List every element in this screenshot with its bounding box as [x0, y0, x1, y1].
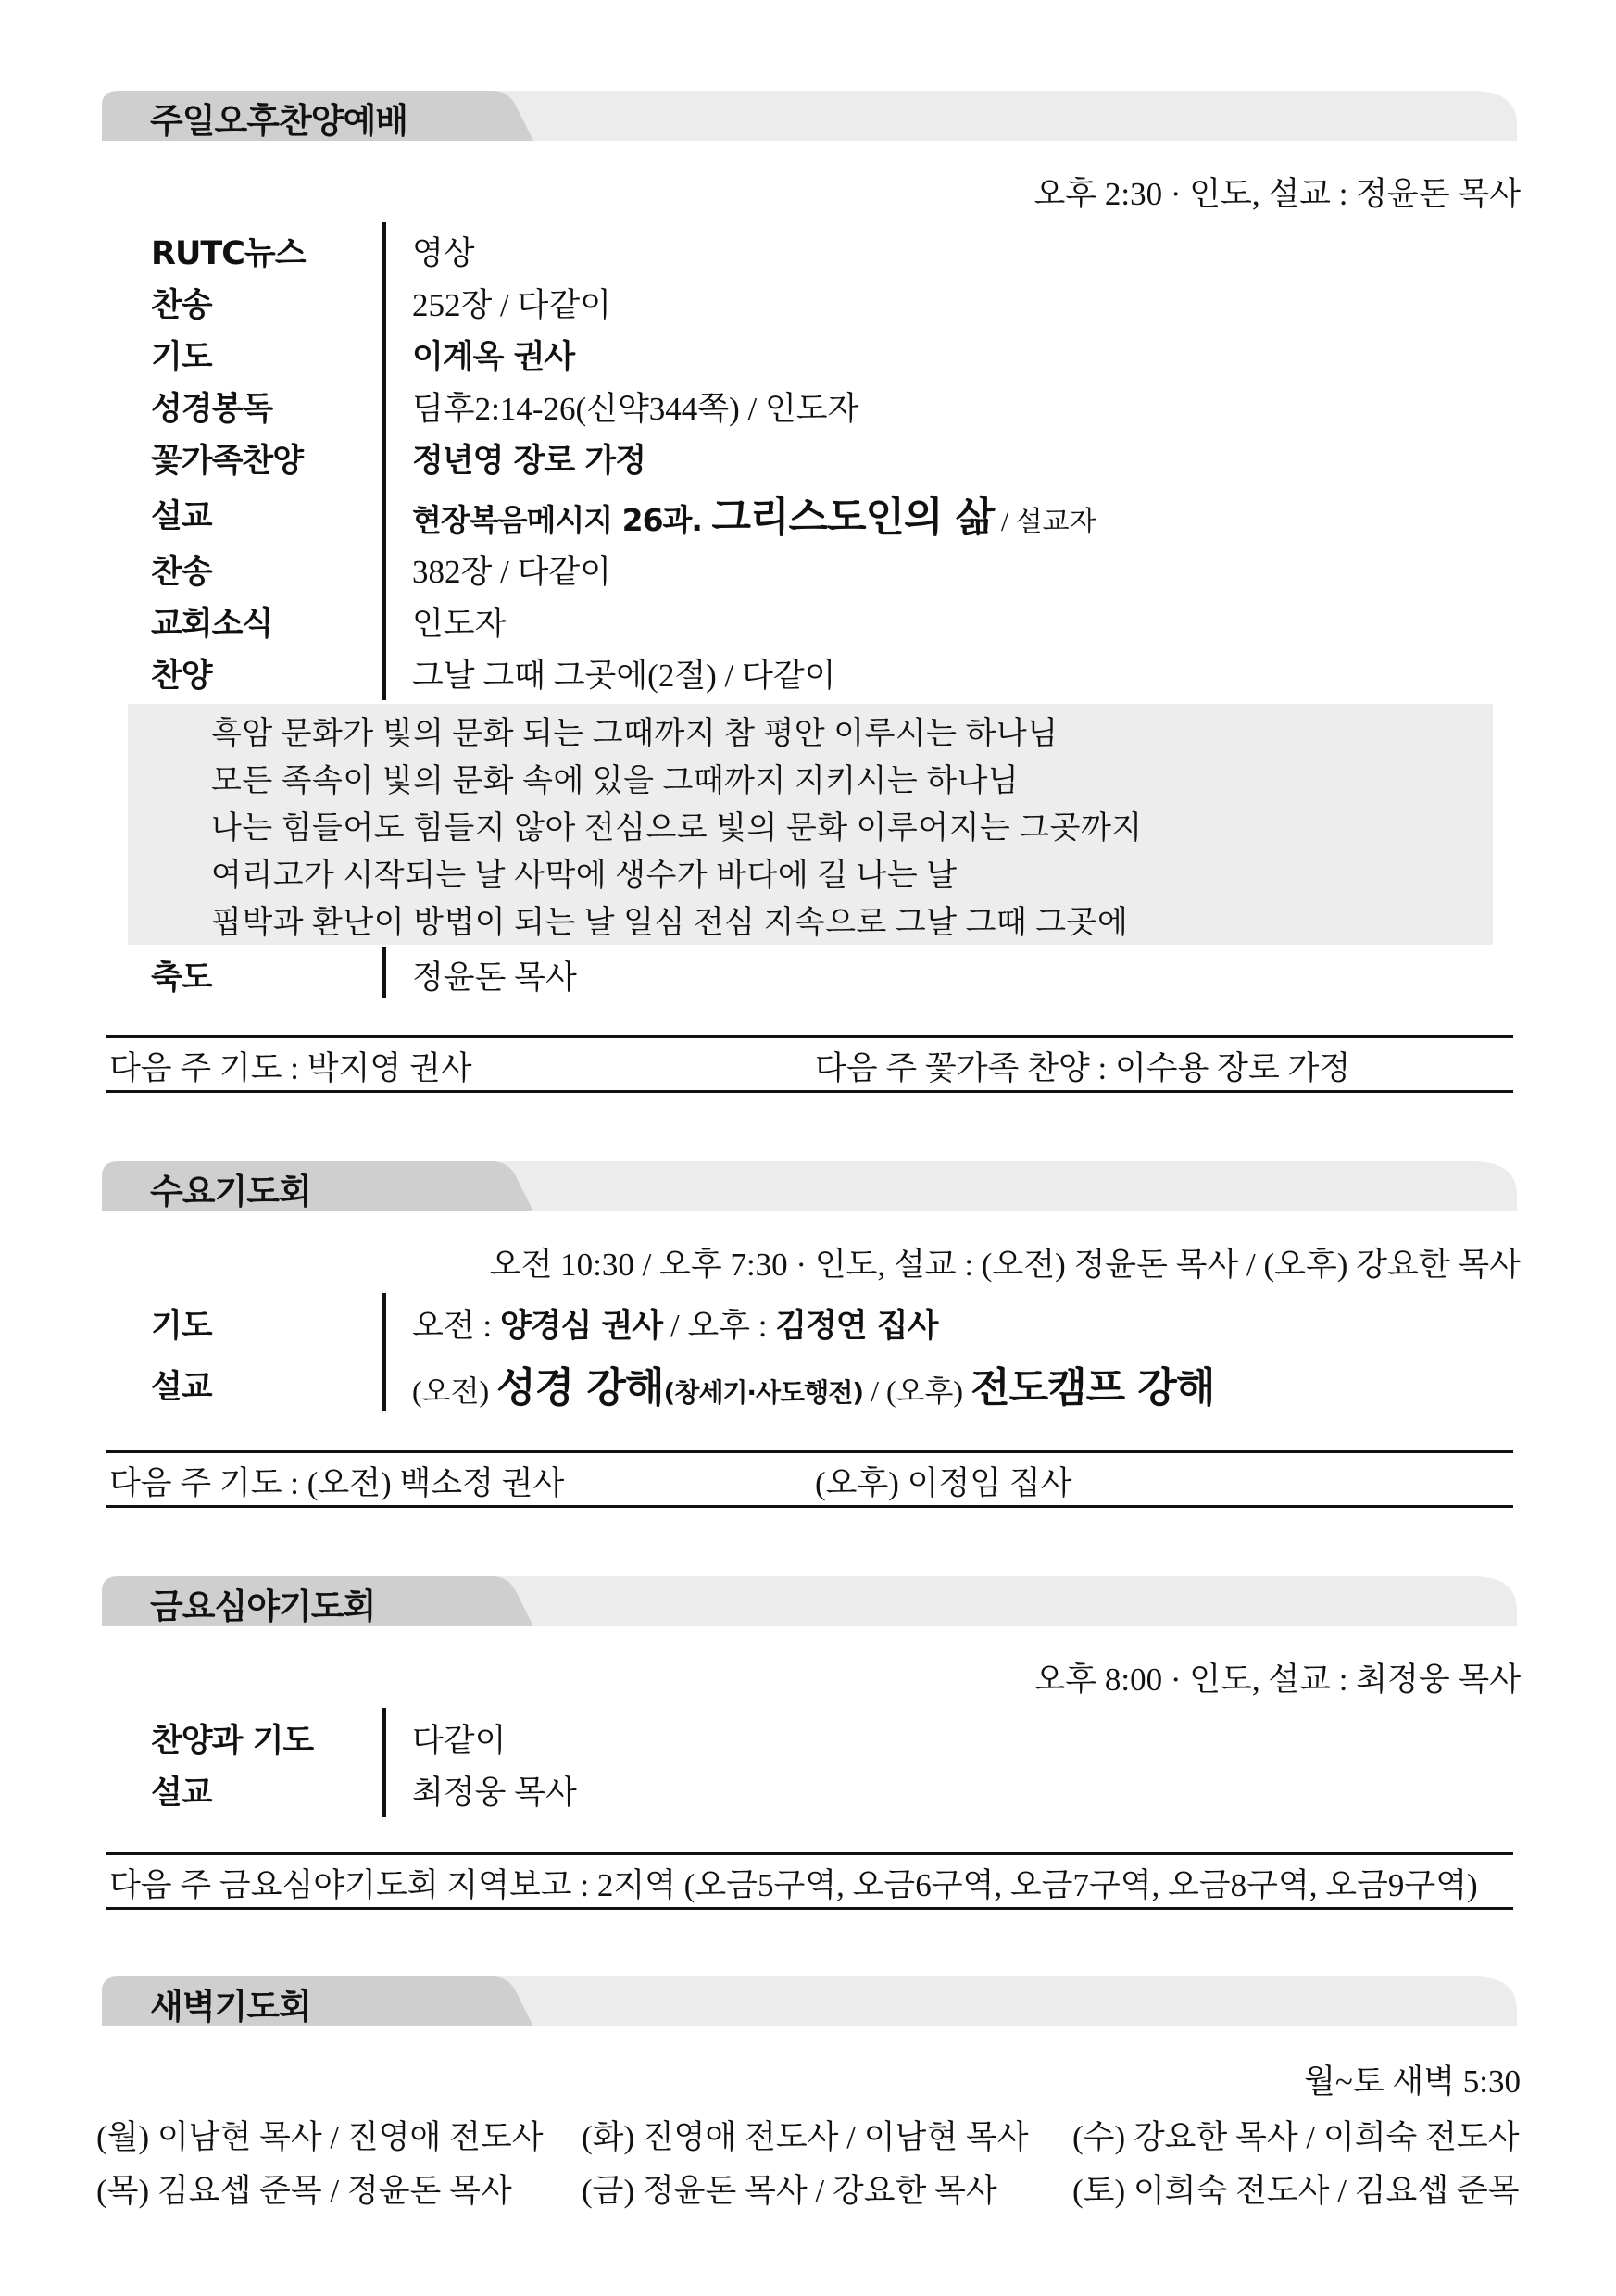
row-label: 꽃가족찬양 — [151, 443, 304, 480]
row-value: 252장 / 다같이 — [412, 287, 611, 323]
row-value: 최정웅 목사 — [412, 1775, 577, 1811]
row-value: 정윤돈 목사 — [412, 960, 577, 996]
rule-bottom — [106, 1907, 1513, 1910]
row-value: 382장 / 다같이 — [412, 554, 611, 590]
lyric-line: 흑암 문화가 빛의 문화 되는 그때까지 참 평안 이루시는 하나님 — [211, 717, 1059, 751]
row-label: 교회소식 — [151, 606, 273, 643]
sermon-am-title: 성경 강해 — [496, 1364, 664, 1411]
section-banner-friday — [102, 1573, 1519, 1630]
prayer-name: 이계옥 권사 — [412, 339, 575, 376]
section-title: 새벽기도회 — [150, 1987, 311, 2026]
am-prefix: (오전) — [412, 1374, 497, 1408]
section-banner-wednesday — [102, 1158, 1519, 1215]
sermon-value — [412, 1354, 1214, 1413]
divider-line — [382, 1293, 386, 1411]
rule-top — [106, 1852, 1513, 1855]
rule-bottom — [106, 1505, 1513, 1508]
prayer-am-name: 양경심 권사 — [499, 1308, 663, 1345]
section-title: 금요심야기도회 — [150, 1587, 376, 1626]
sermon-pm-title: 전도캠프 강해 — [971, 1364, 1215, 1411]
row-label: 찬양 — [151, 658, 212, 695]
lyric-line: 모든 족속이 빛의 문화 속에 있을 그때까지 지키시는 하나님 — [211, 764, 1020, 798]
lyric-line: 핍박과 환난이 방법이 되는 날 일심 전심 지속으로 그날 그때 그곳에 — [211, 906, 1129, 940]
next-week-prayer: 다음 주 기도 : 박지영 권사 — [109, 1050, 472, 1086]
schedule-item: (목) 김요셉 준목 / 정윤돈 목사 — [96, 2173, 512, 2209]
row-label: 찬송 — [151, 287, 212, 324]
pm-prefix: / (오후) — [863, 1374, 971, 1408]
row-label: 설교 — [151, 1775, 212, 1812]
sermon-preacher: / 설교자 — [994, 507, 1096, 537]
lyric-line: 여리고가 시작되는 날 사막에 생수가 바다에 길 나는 날 — [211, 859, 958, 893]
row-label: 설교 — [151, 1369, 212, 1406]
row-label: RUTC뉴스 — [151, 235, 306, 272]
divider-line — [382, 222, 386, 700]
row-label: 찬송 — [151, 554, 212, 591]
next-week-prayer: 다음 주 기도 : (오전) 백소정 권사 — [109, 1465, 565, 1501]
rule-bottom — [106, 1090, 1513, 1093]
row-value: 다같이 — [412, 1723, 507, 1759]
banner-shape — [102, 1158, 1519, 1215]
row-value — [412, 435, 645, 482]
prayer-pm-name: 김정연 집사 — [775, 1308, 938, 1345]
service-info: 오후 8:00 · 인도, 설교 : 최정웅 목사 — [1033, 1662, 1521, 1698]
service-info: 월~토 새벽 5:30 — [1304, 2064, 1521, 2100]
row-label: 축도 — [151, 960, 212, 997]
next-week-flower-praise: 다음 주 꽃가족 찬양 : 이수용 장로 가정 — [815, 1050, 1351, 1086]
sermon-am-note: (창세기·사도행전) — [663, 1377, 864, 1408]
section-banner-afternoon — [102, 87, 1519, 144]
sermon-series: 현장복음메시지 26과. — [412, 502, 712, 538]
row-label: 기도 — [151, 1308, 212, 1345]
row-label: 기도 — [151, 339, 212, 376]
row-value: 인도자 — [412, 606, 507, 642]
row-value: 그날 그때 그곳에(2절) / 다같이 — [412, 658, 836, 694]
schedule-item: (화) 진영애 전도사 / 이남현 목사 — [582, 2119, 1029, 2155]
sermon-title: 그리스도인의 삶 — [711, 494, 995, 541]
schedule-item: (수) 강요한 목사 / 이희숙 전도사 — [1072, 2119, 1520, 2155]
row-value: 영상 — [412, 235, 475, 271]
am-prefix: 오전 : — [412, 1308, 500, 1344]
service-info: 오후 2:30 · 인도, 설교 : 정윤돈 목사 — [1033, 176, 1521, 212]
pm-prefix: / 오후 : — [662, 1308, 776, 1344]
schedule-item: (토) 이희숙 전도사 / 김요셉 준목 — [1072, 2173, 1520, 2209]
sermon-value — [412, 483, 1096, 543]
row-value — [412, 1300, 937, 1347]
section-banner-dawn — [102, 1973, 1519, 2030]
section-title: 주일오후찬양예배 — [150, 101, 407, 141]
row-value — [412, 332, 574, 378]
divider-line — [382, 1708, 386, 1817]
rule-top — [106, 1450, 1513, 1453]
rule-top — [106, 1035, 1513, 1038]
banner-shape — [102, 1973, 1519, 2030]
service-info: 오전 10:30 / 오후 7:30 · 인도, 설교 : (오전) 정윤돈 목사 / (오후) 강요한 목사 — [489, 1247, 1521, 1283]
section-title: 수요기도회 — [150, 1172, 311, 1211]
row-value: 딤후2:14-26(신약344쪽) / 인도자 — [412, 391, 859, 427]
next-week-prayer-pm: (오후) 이정임 집사 — [815, 1465, 1072, 1501]
next-week-report: 다음 주 금요심야기도회 지역보고 : 2지역 (오금5구역, 오금6구역, 오금7구역, 오금8구역, 오금9구역) — [109, 1867, 1478, 1903]
row-label: 성경봉독 — [151, 391, 273, 428]
schedule-item: (금) 정윤돈 목사 / 강요한 목사 — [582, 2173, 997, 2209]
row-label: 설교 — [151, 498, 212, 535]
lyric-line: 나는 힘들어도 힘들지 않아 전심으로 빛의 문화 이루어지는 그곳까지 — [211, 811, 1143, 846]
divider-line — [382, 947, 386, 998]
schedule-item: (월) 이남현 목사 / 진영애 전도사 — [96, 2119, 544, 2155]
row-label: 찬양과 기도 — [151, 1723, 314, 1760]
flower-family-name: 정년영 장로 가정 — [412, 443, 646, 480]
